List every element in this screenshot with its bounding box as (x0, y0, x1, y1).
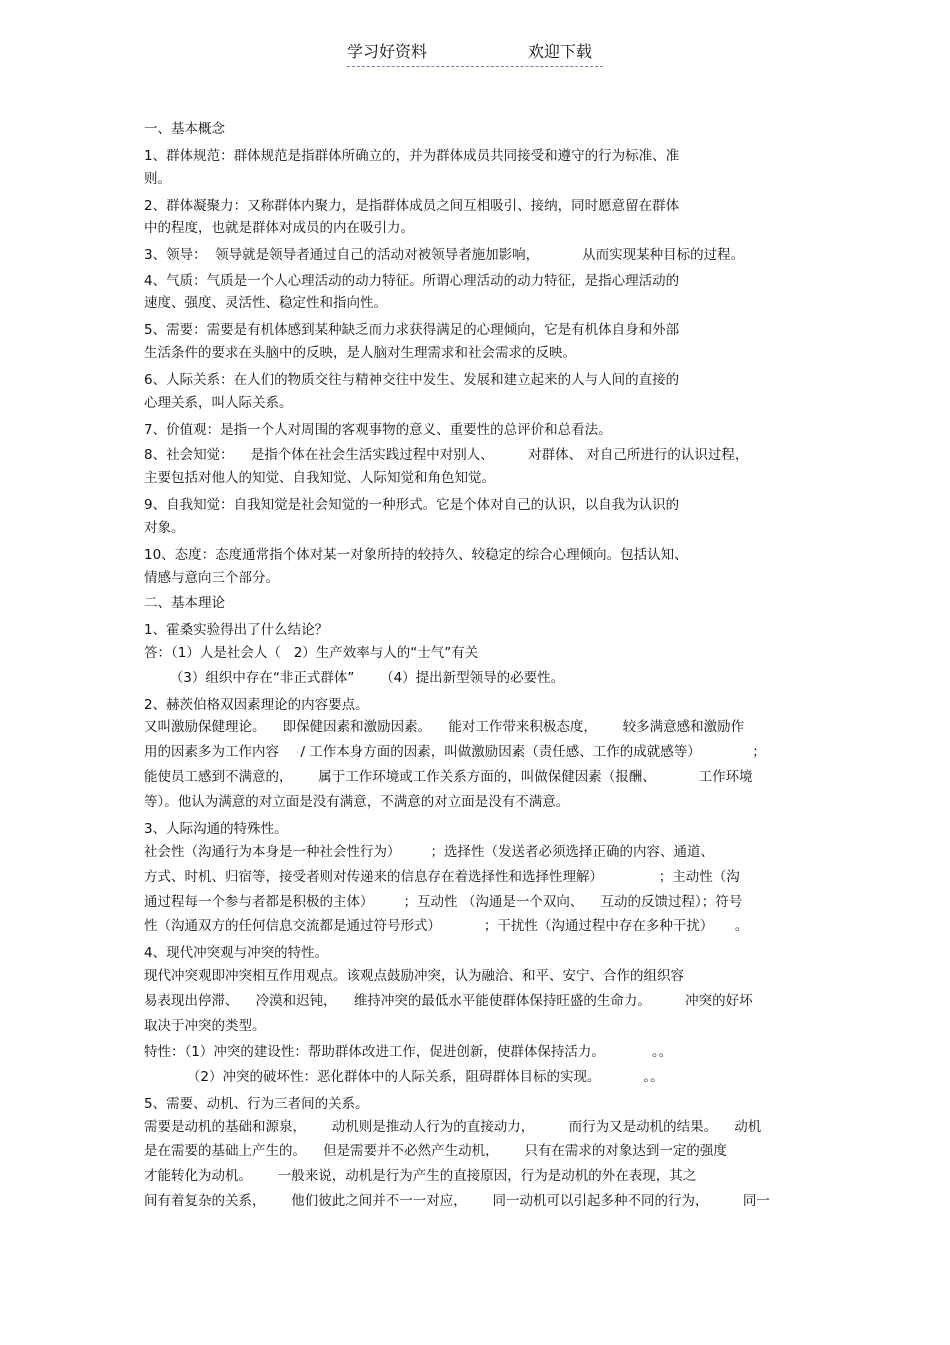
question-line: 4、现代冲突观与冲突的特性。 (144, 945, 329, 961)
text-line: 特性：（1）冲突的建设性：帮助群体改进工作，促进创新，使群体保持活力。 。。 (144, 1044, 673, 1060)
text-line: 生活条件的要求在头脑中的反映，是人脑对生理需求和社会需求的反映。 (144, 345, 576, 361)
text-line: 能使员工感到不满意的， 属于工作环境或工作关系方面的，叫做保健因素（报酬、 工作环境 (144, 769, 753, 785)
question-line: 5、需要、动机、行为三者间的关系。 (144, 1096, 369, 1112)
text-line: 3、领导： 领导就是领导者通过自己的活动对被领导者施加影响， 从而实现某种目标的过程。 (144, 247, 745, 263)
text-line: 易表现出停滞、 冷漠和迟钝， 维持冲突的最低水平能使群体保持旺盛的生命力。 冲突的好坏 (144, 993, 753, 1009)
text-line: 2、群体凝聚力：又称群体内聚力，是指群体成员之间互相吸引、接纳，同时愿意留在群体 (144, 198, 680, 214)
text-line: 间有着复杂的关系， 他们彼此之间并不一一对应， 同一动机可以引起多种不同的行为， 同一 (144, 1193, 770, 1209)
text-line: 答：（1）人是社会人（ 2）生产效率与人的“士气”有关 (144, 645, 479, 661)
question-line: 2、赫茨伯格双因素理论的内容要点。 (144, 697, 369, 713)
section-heading: 一、基本概念 (144, 121, 225, 137)
text-line: 情感与意向三个部分。 (144, 570, 279, 586)
text-line: 1、群体规范：群体规范是指群体所确立的，并为群体成员共同接受和遵守的行为标准、准 (144, 148, 680, 164)
text-line: 通过程每一个参与者都是积极的主体） ；互动性 （沟通是一个双向、 互动的反馈过程）；符号 (144, 894, 743, 910)
text-line: 取决于冲突的类型。 (144, 1018, 266, 1034)
text-line: 速度、强度、灵活性、稳定性和指向性。 (144, 295, 387, 311)
text-line: 社会性（沟通行为本身是一种社会性行为） ；选择性（发送者必须选择正确的内容、通道、 (144, 844, 715, 860)
text-line: 6、人际关系：在人们的物质交往与精神交往中发生、发展和建立起来的人与人间的直接的 (144, 372, 680, 388)
text-line: 中的程度，也就是群体对成员的内在吸引力。 (144, 220, 414, 236)
text-line: （2）冲突的破坏性：恶化群体中的人际关系，阻碍群体目标的实现。 。。 (144, 1069, 664, 1085)
text-line: 10、态度：态度通常指个体对某一对象所持的较持久、较稳定的综合心理倾向。包括认知、 (144, 547, 688, 563)
text-line: 5、需要：需要是有机体感到某种缺乏而力求获得满足的心理倾向，它是有机体自身和外部 (144, 322, 680, 338)
text-line: 等）。他认为满意的对立面是没有满意，不满意的对立面是没有不满意。 (144, 794, 570, 810)
text-line: 才能转化为动机。 一般来说，动机是行为产生的直接原因，行为是动机的外在表现，其之 (144, 1168, 697, 1184)
text-line: 8、社会知觉： 是指个体在社会生活实践过程中对别人、 对群体、 对自己所进行的认识过程， (144, 447, 749, 463)
section-heading: 二、基本理论 (144, 595, 225, 611)
text-line: 用的因素多为工作内容 / 工作本身方面的因素，叫做激励因素（责任感、工作的成就感等） ； (144, 744, 766, 760)
text-line: 4、气质：气质是一个人心理活动的动力特征。所谓心理活动的动力特征，是指心理活动的 (144, 273, 680, 289)
text-line: 需要是动机的基础和源泉， 动机则是推动人行为的直接动力， 而行为又是动机的结果。 动机 (144, 1119, 762, 1135)
text-line: 主要包括对他人的知觉、自我知觉、人际知觉和角色知觉。 (144, 470, 495, 486)
text-line: 对象。 (144, 520, 185, 536)
text-line: 又叫激励保健理论。 即保健因素和激励因素。 能对工作带来积极态度， 较多满意感和激励作 (144, 719, 745, 735)
page-header (347, 40, 603, 67)
text-line: 是在需要的基础上产生的。 但是需要并不必然产生动机， 只有在需求的对象达到一定的强度 (144, 1143, 727, 1159)
text-line: 现代冲突观即冲突相互作用观点。该观点鼓励冲突，认为融洽、和平、安宁、合作的组织容 (144, 968, 684, 984)
text-line: 7、价值观：是指一个人对周围的客观事物的意义、重要性的总评价和总看法。 (144, 422, 612, 438)
text-line: 则。 (144, 171, 171, 187)
text-line: 9、自我知觉：自我知觉是社会知觉的一种形式。它是个体对自己的认识，以自我为认识的 (144, 497, 680, 513)
text-line: 方式、时机、归宿等，接受者则对传递来的信息存在着选择性和选择性理解） ；主动性（沟 (144, 869, 740, 885)
question-line: 1、霍桑实验得出了什么结论？ (144, 622, 329, 638)
header-right-text: 欢迎下载 (528, 42, 593, 61)
text-line: （3）组织中存在“非正式群体” （4）提出新型领导的必要性。 (144, 670, 565, 686)
header-left-text: 学习好资料 (347, 42, 428, 61)
question-line: 3、人际沟通的特殊性。 (144, 821, 288, 837)
text-line: 性（沟通双方的任何信息交流都是通过符号形式） ；干扰性（沟通过程中存在多种干扰） 。 (144, 918, 749, 934)
text-line: 心理关系，叫人际关系。 (144, 395, 293, 411)
